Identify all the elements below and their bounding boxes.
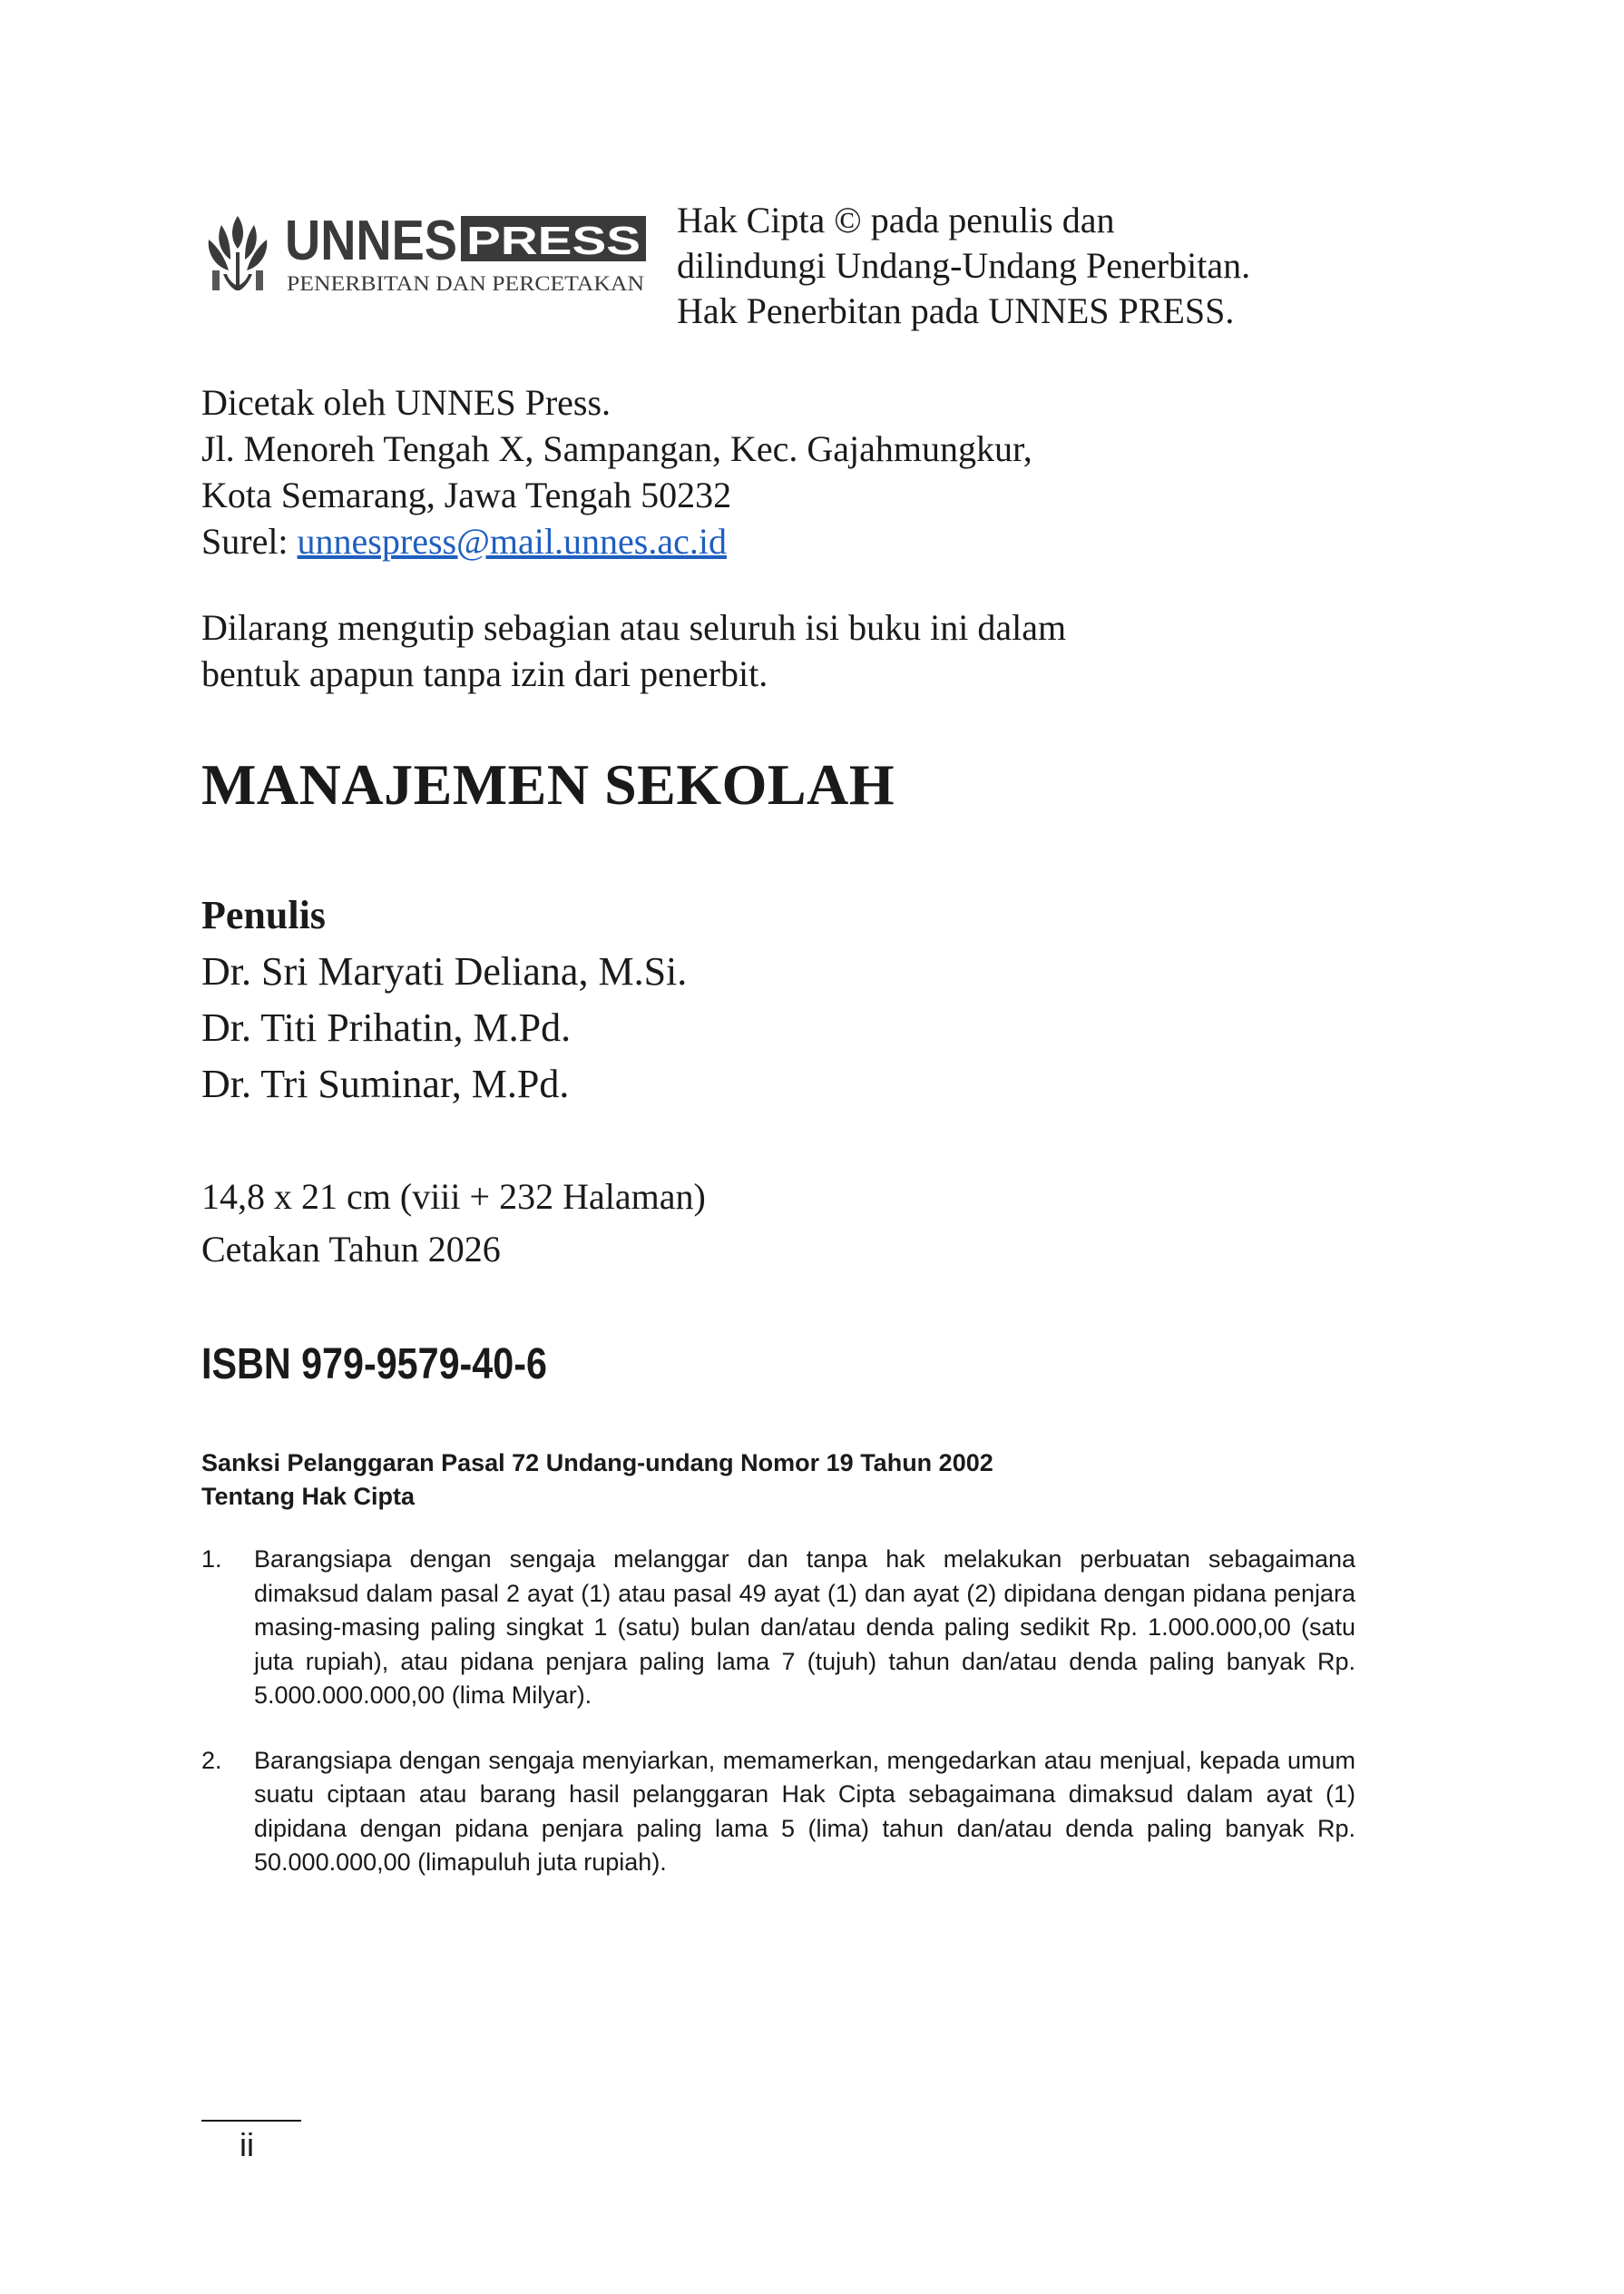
sanction-text: Barangsiapa dengan sengaja melanggar dan tanpa hak melakukan perbuatan sebagaimana dimaksud dalam pasal 2 ayat (1) atau pasal 49 ayat (1) dan ayat (2) dipidana dengan pidana penjara masing-masing paling singkat 1 (satu) bulan dan/atau denda paling sedikit Rp. 1.000.000,00 (satu juta rupiah), atau pidana penjara paling lama 7 (tujuh) tahun dan/atau denda paling banyak Rp. 5.000.000.000,00 (lima Milyar). xyxy=(254,1545,1355,1709)
book-dimensions: 14,8 x 21 cm (viii + 232 Halaman) xyxy=(201,1176,706,1217)
sanction-number: 1. xyxy=(201,1545,222,1573)
sanctions-section xyxy=(201,1446,1355,1880)
email-link[interactable]: unnespress@mail.unnes.ac.id xyxy=(297,521,727,562)
sanctions-heading-line: Tentang Hak Cipta xyxy=(201,1483,416,1510)
sanction-item xyxy=(201,1543,1355,1713)
address-line: Jl. Menoreh Tengah X, Sampangan, Kec. Gajahmungkur, xyxy=(201,428,1032,469)
printer-info xyxy=(201,379,1032,564)
logo-wordmark-secondary: PRESS xyxy=(466,219,641,263)
address-line: Kota Semarang, Jawa Tengah 50232 xyxy=(201,475,732,515)
sanction-text: Barangsiapa dengan sengaja menyiarkan, memamerkan, mengedarkan atau menjual, kepada umum suatu ciptaan atau barang hasil pelanggaran Hak Cipta sebagaimana dimaksud dalam ayat (1) dipidana dengan pidana penjara paling lama 5 (lima) tahun dan/atau denda paling banyak Rp. 50.000.000,00 (limapuluh juta rupiah). xyxy=(254,1746,1355,1876)
notice-line: Dilarang mengutip sebagian atau seluruh isi buku ini dalam xyxy=(201,607,1067,648)
sanction-number: 2. xyxy=(201,1746,222,1774)
email-row xyxy=(201,518,1032,564)
logo-wordmark-primary: UNNES xyxy=(285,210,457,272)
copyright-statement xyxy=(677,198,1250,334)
copyright-line: Hak Penerbitan pada UNNES PRESS. xyxy=(677,290,1235,331)
author-name: Dr. Tri Suminar, M.Pd. xyxy=(201,1062,570,1106)
print-year: Cetakan Tahun 2026 xyxy=(201,1229,501,1270)
author-name: Dr. Sri Maryati Deliana, M.Si. xyxy=(201,949,688,994)
authors-section xyxy=(201,887,687,1113)
copyright-line: Hak Cipta © pada penulis dan xyxy=(677,200,1115,240)
unnes-emblem-icon xyxy=(209,216,268,290)
book-format-info xyxy=(201,1171,706,1276)
reproduction-notice xyxy=(201,604,1066,697)
isbn: ISBN 979-9579-40-6 xyxy=(201,1340,547,1388)
logo-tagline: PENERBITAN DAN PERCETAKAN xyxy=(287,272,645,295)
book-title: MANAJEMEN SEKOLAH xyxy=(201,752,895,817)
sanctions-heading-line: Sanksi Pelanggaran Pasal 72 Undang-undang Nomor 19 Tahun 2002 xyxy=(201,1449,993,1476)
printed-by: Dicetak oleh UNNES Press. xyxy=(201,382,611,423)
unnes-press-logo-graphic xyxy=(203,207,648,298)
notice-line: bentuk apapun tanpa izin dari penerbit. xyxy=(201,653,768,694)
footer-divider xyxy=(201,2120,301,2122)
authors-heading: Penulis xyxy=(201,893,326,937)
page-number: ii xyxy=(240,2126,254,2163)
sanctions-heading xyxy=(201,1446,1355,1514)
sanction-item xyxy=(201,1744,1355,1880)
copyright-line: dilindungi Undang-Undang Penerbitan. xyxy=(677,245,1251,286)
email-label: Surel: xyxy=(201,521,298,562)
unnes-press-logo xyxy=(203,207,648,298)
author-name: Dr. Titi Prihatin, M.Pd. xyxy=(201,1005,572,1050)
